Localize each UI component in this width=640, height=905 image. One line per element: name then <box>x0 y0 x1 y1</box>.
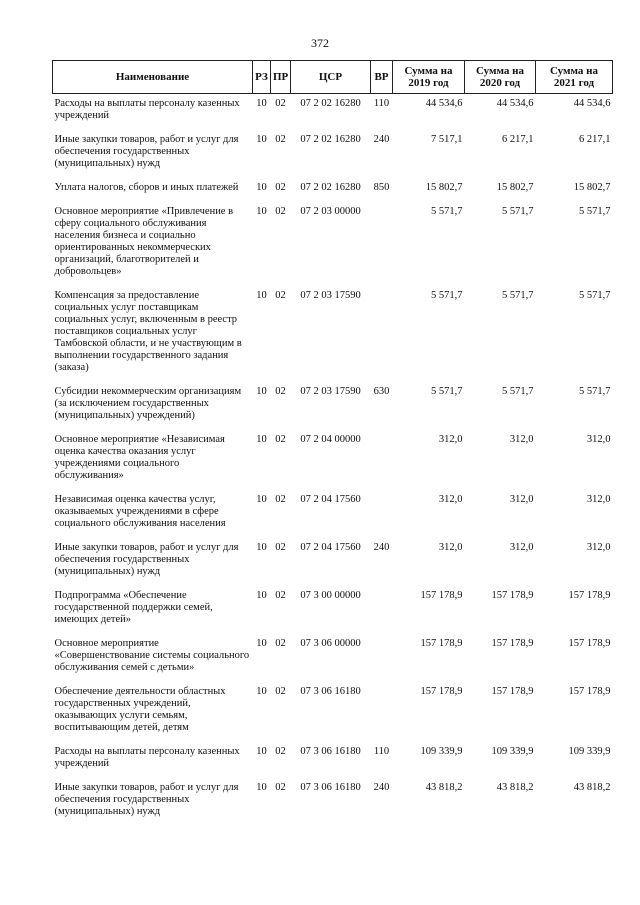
table-row <box>53 490 613 538</box>
row-name: Независимая оценка качества услуг, оказываемых учреждениями в сфере социального обслуживания населения <box>54 494 226 529</box>
row-rz: 10 <box>256 542 267 553</box>
row-name: Иные закупки товаров, работ и услуг для обеспечения государственных (муниципальных) нужд <box>54 134 239 169</box>
row-pr: 02 <box>275 638 286 649</box>
table-row <box>53 286 613 382</box>
table-row <box>53 178 613 202</box>
row-csr: 07 2 04 00000 <box>300 434 361 445</box>
row-sum-2021: 312,0 <box>586 434 611 445</box>
row-rz: 10 <box>256 590 267 601</box>
row-vr <box>371 634 393 682</box>
row-pr: 02 <box>275 590 286 601</box>
row-sum-2020: 44 534,6 <box>496 98 534 109</box>
row-csr: 07 2 02 16280 <box>300 182 361 193</box>
row-sum-2020: 312,0 <box>509 434 534 445</box>
row-sum-2021: 6 217,1 <box>579 134 611 145</box>
row-sum-2021: 157 178,9 <box>568 590 611 601</box>
row-vr <box>371 682 393 742</box>
row-csr: 07 2 03 17590 <box>300 386 361 397</box>
header-pr: ПР <box>271 61 291 94</box>
row-sum-2019: 109 339,9 <box>420 746 463 757</box>
row-sum-2021: 312,0 <box>586 542 611 553</box>
row-rz: 10 <box>256 686 267 697</box>
row-vr: 110 <box>373 98 390 109</box>
row-sum-2019: 15 802,7 <box>425 182 463 193</box>
row-sum-2020: 157 178,9 <box>491 638 534 649</box>
row-sum-2019: 312,0 <box>438 494 463 505</box>
table-row <box>53 538 613 586</box>
row-rz: 10 <box>256 434 267 445</box>
row-sum-2020: 43 818,2 <box>496 782 534 793</box>
row-sum-2019: 43 818,2 <box>425 782 463 793</box>
row-sum-2020: 157 178,9 <box>491 590 534 601</box>
row-sum-2020: 6 217,1 <box>502 134 534 145</box>
row-vr <box>371 202 393 286</box>
row-rz: 10 <box>256 386 267 397</box>
row-sum-2021: 5 571,7 <box>579 206 611 217</box>
row-sum-2019: 5 571,7 <box>431 206 463 217</box>
row-rz: 10 <box>256 206 267 217</box>
row-name: Компенсация за предоставление социальных услуг поставщикам социальных услуг, включенным в реестр поставщиков социальных услуг Тамбовской области, и не участвующим в выполнении государственного задания (заказа) <box>54 290 242 373</box>
row-vr <box>371 430 393 490</box>
row-pr: 02 <box>275 542 286 553</box>
row-sum-2019: 157 178,9 <box>420 638 463 649</box>
header-rz: РЗ <box>253 61 271 94</box>
row-pr: 02 <box>275 386 286 397</box>
row-csr: 07 2 04 17560 <box>300 542 361 553</box>
row-name: Субсидии некоммерческим организациям (за исключением государственных (муниципальных) учреждений) <box>54 386 242 421</box>
row-sum-2021: 109 339,9 <box>568 746 611 757</box>
row-sum-2021: 15 802,7 <box>573 182 611 193</box>
row-name: Основное мероприятие «Совершенствование системы социального обслуживания семей с детьми» <box>54 638 250 673</box>
row-vr: 240 <box>373 134 390 145</box>
row-name: Расходы на выплаты персоналу казенных учреждений <box>54 746 240 769</box>
row-vr <box>371 490 393 538</box>
row-name: Иные закупки товаров, работ и услуг для обеспечения государственных (муниципальных) нужд <box>54 542 239 577</box>
row-sum-2020: 312,0 <box>509 542 534 553</box>
row-vr: 630 <box>373 386 390 397</box>
row-name: Подпрограмма «Обеспечение государственной поддержки семей, имеющих детей» <box>54 590 213 625</box>
row-sum-2020: 5 571,7 <box>502 290 534 301</box>
row-rz: 10 <box>256 182 267 193</box>
page-number: 372 <box>311 36 329 50</box>
table-row <box>53 202 613 286</box>
row-pr: 02 <box>275 290 286 301</box>
header-sum-2021: Сумма на 2021 год <box>536 61 613 94</box>
row-rz: 10 <box>256 290 267 301</box>
row-rz: 10 <box>256 494 267 505</box>
header-sum-2019: Сумма на 2019 год <box>393 61 465 94</box>
row-sum-2019: 312,0 <box>438 434 463 445</box>
row-vr <box>371 586 393 634</box>
table-row <box>53 382 613 430</box>
row-sum-2019: 5 571,7 <box>431 290 463 301</box>
row-pr: 02 <box>275 686 286 697</box>
row-csr: 07 2 03 00000 <box>300 206 361 217</box>
row-sum-2020: 157 178,9 <box>491 686 534 697</box>
row-sum-2020: 109 339,9 <box>491 746 534 757</box>
row-sum-2021: 312,0 <box>586 494 611 505</box>
row-pr: 02 <box>275 206 286 217</box>
row-rz: 10 <box>256 746 267 757</box>
row-vr: 110 <box>373 746 390 757</box>
header-vr: ВР <box>371 61 393 94</box>
row-rz: 10 <box>256 134 267 145</box>
header-sum-2020: Сумма на 2020 год <box>465 61 536 94</box>
row-rz: 10 <box>256 782 267 793</box>
row-name: Иные закупки товаров, работ и услуг для обеспечения государственных (муниципальных) нужд <box>54 782 239 817</box>
row-csr: 07 3 06 16180 <box>300 746 361 757</box>
row-pr: 02 <box>275 182 286 193</box>
row-vr: 240 <box>373 542 390 553</box>
row-sum-2020: 15 802,7 <box>496 182 534 193</box>
row-rz: 10 <box>256 98 267 109</box>
table-row <box>53 130 613 178</box>
row-sum-2019: 7 517,1 <box>431 134 463 145</box>
table-row <box>53 94 613 131</box>
row-pr: 02 <box>275 782 286 793</box>
row-sum-2021: 44 534,6 <box>573 98 611 109</box>
row-sum-2020: 5 571,7 <box>502 206 534 217</box>
row-sum-2021: 5 571,7 <box>579 290 611 301</box>
row-sum-2021: 5 571,7 <box>579 386 611 397</box>
row-vr <box>371 286 393 382</box>
row-sum-2019: 157 178,9 <box>420 686 463 697</box>
table-header-row <box>53 61 613 94</box>
row-csr: 07 2 03 17590 <box>300 290 361 301</box>
row-pr: 02 <box>275 494 286 505</box>
row-pr: 02 <box>275 746 286 757</box>
row-csr: 07 3 06 00000 <box>300 638 361 649</box>
row-name: Расходы на выплаты персоналу казенных учреждений <box>54 98 240 121</box>
header-csr: ЦСР <box>291 61 371 94</box>
table-row <box>53 682 613 742</box>
row-sum-2019: 157 178,9 <box>420 590 463 601</box>
row-pr: 02 <box>275 434 286 445</box>
row-pr: 02 <box>275 98 286 109</box>
row-sum-2020: 5 571,7 <box>502 386 534 397</box>
row-name: Основное мероприятие «Независимая оценка качества оказания услуг учреждениями социального обслуживания» <box>54 434 225 481</box>
row-rz: 10 <box>256 638 267 649</box>
row-sum-2021: 157 178,9 <box>568 686 611 697</box>
row-name: Обеспечение деятельности областных государственных учреждений, оказывающих услуги семьям, воспитывающим детей, детям <box>54 686 226 733</box>
row-vr: 240 <box>373 782 390 793</box>
table-row <box>53 430 613 490</box>
row-csr: 07 3 00 00000 <box>300 590 361 601</box>
row-csr: 07 3 06 16180 <box>300 782 361 793</box>
budget-table <box>52 60 613 826</box>
row-csr: 07 3 06 16180 <box>300 686 361 697</box>
row-name: Основное мероприятие «Привлечение в сферу социального обслуживания населения бизнеса и социально ориентированных некоммерческих организаций, благотворителей и добровольцев» <box>54 206 234 277</box>
table-row <box>53 742 613 778</box>
row-sum-2021: 157 178,9 <box>568 638 611 649</box>
table-row <box>53 634 613 682</box>
row-sum-2019: 5 571,7 <box>431 386 463 397</box>
row-name: Уплата налогов, сборов и иных платежей <box>54 182 239 193</box>
row-sum-2021: 43 818,2 <box>573 782 611 793</box>
table-row <box>53 778 613 826</box>
row-sum-2020: 312,0 <box>509 494 534 505</box>
row-csr: 07 2 04 17560 <box>300 494 361 505</box>
row-sum-2019: 44 534,6 <box>425 98 463 109</box>
row-pr: 02 <box>275 134 286 145</box>
header-name: Наименование <box>53 61 253 94</box>
row-vr: 850 <box>373 182 390 193</box>
row-sum-2019: 312,0 <box>438 542 463 553</box>
table-row <box>53 586 613 634</box>
row-csr: 07 2 02 16280 <box>300 134 361 145</box>
row-csr: 07 2 02 16280 <box>300 98 361 109</box>
